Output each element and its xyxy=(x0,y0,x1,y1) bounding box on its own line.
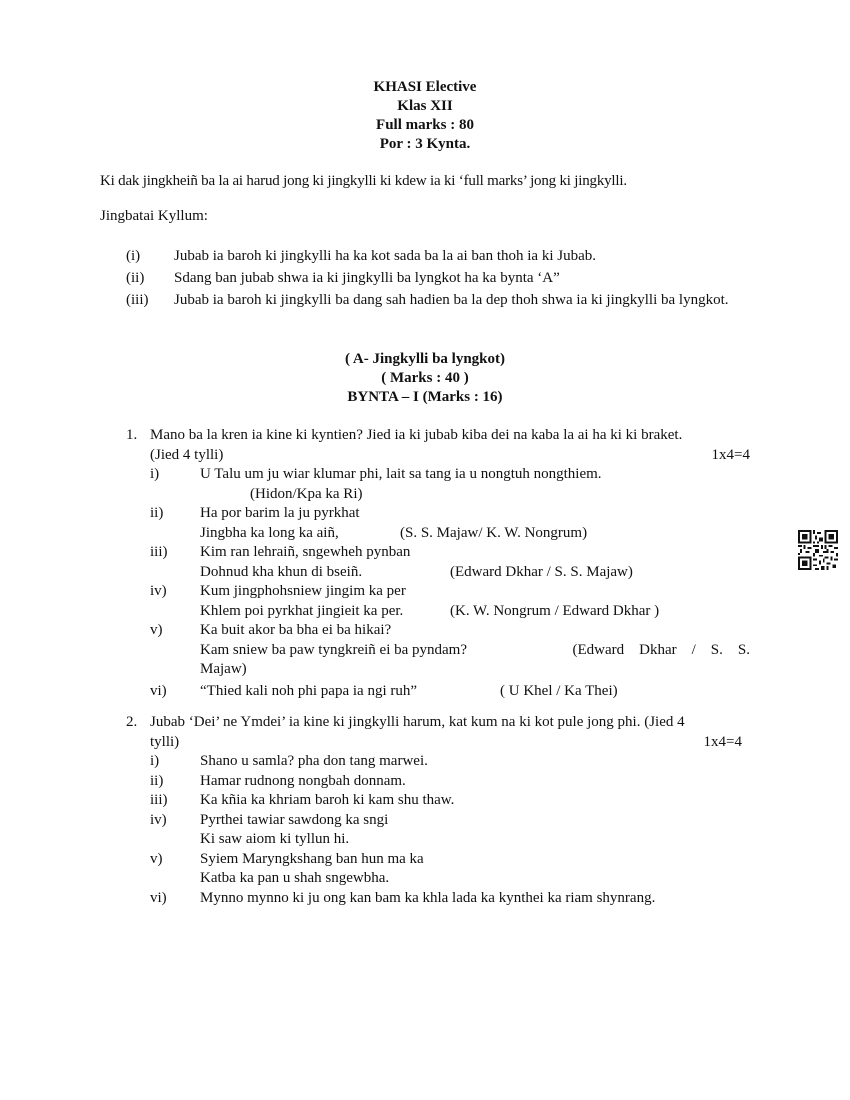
sub-question xyxy=(150,850,750,889)
instruction-item xyxy=(126,289,766,311)
instruction-item xyxy=(126,245,766,267)
section-title: ( A- Jingkylli ba lyngkot) xyxy=(344,351,506,367)
sub-question xyxy=(150,582,750,621)
sub-question xyxy=(150,889,750,909)
answer-options: (Hidon/Kpa ka Ri) xyxy=(250,485,363,502)
sub-question xyxy=(150,752,750,772)
sub-question xyxy=(150,682,750,702)
quote-line: U Talu um ju wiar klumar phi, lait sa tang ia u nongtuh nongthiem. xyxy=(200,466,602,482)
section-heading xyxy=(0,350,850,407)
general-instructions-title: Jingbatai Kyllum: xyxy=(100,208,208,224)
question-marks: 1x4=4 xyxy=(703,733,742,750)
class-label: Klas XII xyxy=(397,98,453,114)
statement-line: Mynno mynno ki ju ong kan bam ka khla lada ka kynthei ka riam shynrang. xyxy=(200,889,656,906)
instruction-item xyxy=(126,267,766,289)
sub-question-number: v) xyxy=(150,850,163,867)
exam-header xyxy=(0,78,850,154)
general-instructions-list xyxy=(126,245,766,311)
statement-line: Syiem Maryngkshang ban hun ma ka xyxy=(200,850,424,867)
sub-question-number: vi) xyxy=(150,682,167,699)
instruction-number: (iii) xyxy=(126,292,149,308)
answer-options: (K. W. Nongrum / Edward Dkhar ) xyxy=(450,602,660,619)
statement-line: Ka kñia ka khriam baroh ki kam shu thaw. xyxy=(200,792,455,808)
sub-question xyxy=(150,504,750,543)
statement-line: Shano u samla? pha don tang marwei. xyxy=(200,753,428,769)
sub-question-number: ii) xyxy=(150,772,164,789)
quote-line: Ha por barim la ju pyrkhat xyxy=(200,505,360,521)
answer-options: ( U Khel / Ka Thei) xyxy=(500,682,618,699)
quote-line: “Thied kali noh phi papa ia ngi ruh” xyxy=(200,682,418,699)
question-number: 1. xyxy=(126,427,138,443)
duration: Por : 3 Kynta. xyxy=(379,136,471,152)
instruction-text: Sdang ban jubab shwa ia ki jingkylli ba lyngkot ha ka bynta ‘A” xyxy=(174,270,560,286)
statement-line: Pyrthei tawiar sawdong ka sngi xyxy=(200,811,389,828)
sub-question-number: iii) xyxy=(150,792,168,808)
statement-line: Ki saw aiom ki tyllun hi. xyxy=(200,831,350,847)
qr-code-icon[interactable] xyxy=(798,530,838,570)
question-text: Jubab ‘Dei’ ne Ymdei’ ia kine ki jingkylli harum, kat kum na ki kot pule jong phi. (Jied 4 xyxy=(150,714,685,730)
sub-question-number: vi) xyxy=(150,889,167,906)
quote-line: Kum jingphohsniew jingim ka per xyxy=(200,583,406,599)
sub-question xyxy=(150,791,750,811)
sub-question xyxy=(150,811,750,850)
instruction-number: (ii) xyxy=(126,270,145,286)
instruction-number: (i) xyxy=(126,248,141,264)
question-1 xyxy=(126,426,750,701)
section-marks: ( Marks : 40 ) xyxy=(381,370,469,386)
instruction-text: Jubab ia baroh ki jingkylli ha ka kot sada ba la ai ban thoh ia ki Jubab. xyxy=(174,248,596,264)
question-text: Mano ba la kren ia kine ki kyntien? Jied ia ki jubab kiba dei na kaba la ai ha ki ki braket. xyxy=(150,427,683,443)
sub-question-number: ii) xyxy=(150,505,164,521)
part-title: BYNTA – I (Marks : 16) xyxy=(347,389,503,405)
full-marks: Full marks : 80 xyxy=(376,117,474,133)
answer-options: (S. S. Majaw/ K. W. Nongrum) xyxy=(400,524,588,541)
sub-question xyxy=(150,465,750,504)
statement-line: Katba ka pan u shah sngewbha. xyxy=(200,870,390,886)
quote-line: Khlem poi pyrkhat jingieit ka per. xyxy=(200,602,404,619)
answer-options: (Edward Dkhar / S. S. xyxy=(572,641,750,658)
question-number: 2. xyxy=(126,714,138,730)
question-choice-note: (Jied 4 tylli) xyxy=(150,446,224,463)
sub-question xyxy=(150,621,750,680)
marks-instruction: Ki dak jingkheiñ ba la ai harud jong ki jingkylli ki kdew ia ki ‘full marks’ jong ki jingkylli. xyxy=(100,173,627,189)
question-2 xyxy=(126,713,750,908)
statement-line: Hamar rudnong nongbah donnam. xyxy=(200,772,406,789)
subject-title: KHASI Elective xyxy=(373,79,477,95)
answer-options: (Edward Dkhar / S. S. Majaw) xyxy=(450,563,633,580)
sub-question-number: iv) xyxy=(150,811,167,828)
question-marks: 1x4=4 xyxy=(711,446,750,463)
answer-options-continued: Majaw) xyxy=(200,661,247,677)
question-choice-note: tylli) xyxy=(150,733,180,750)
sub-question-number: v) xyxy=(150,622,163,638)
sub-question xyxy=(150,543,750,582)
quote-line: Ka buit akor ba bha ei ba hikai? xyxy=(200,622,392,638)
sub-question-number: i) xyxy=(150,466,160,482)
sub-question-number: i) xyxy=(150,753,160,769)
sub-question-number: iv) xyxy=(150,583,167,599)
instruction-text: Jubab ia baroh ki jingkylli ba dang sah hadien ba la dep thoh shwa ia ki jingkylli ba lyngkot. xyxy=(174,292,729,308)
quote-line: Kim ran lehraiñ, sngewheh pynban xyxy=(200,544,411,560)
quote-line: Jingbha ka long ka aiñ, xyxy=(200,524,339,541)
sub-question xyxy=(150,772,750,792)
sub-question-number: iii) xyxy=(150,544,168,560)
quote-line: Dohnud kha khun di bseiñ. xyxy=(200,563,363,580)
quote-line: Kam sniew ba paw tyngkreiñ ei ba pyndam? xyxy=(200,641,468,658)
